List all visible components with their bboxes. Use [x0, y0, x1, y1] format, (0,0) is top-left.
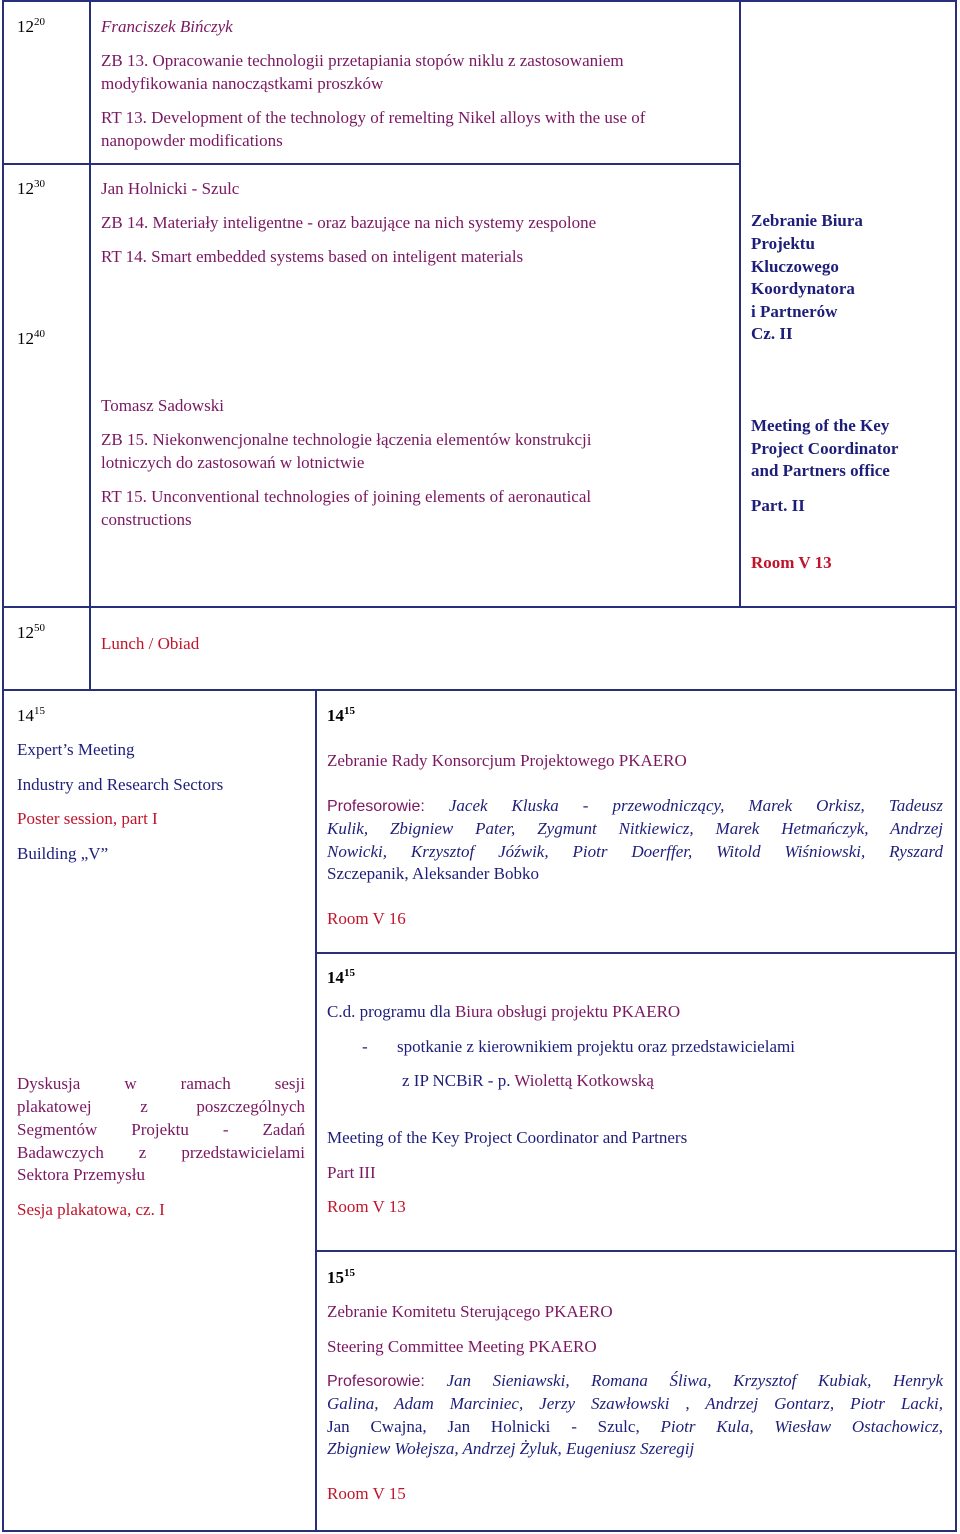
- zb15-title-line2: lotniczych do zastosowań w lotnictwie: [101, 453, 365, 472]
- side-meeting-en-line3: and Partners office: [751, 461, 890, 480]
- speaker-name: Franciszek Bińczyk: [101, 17, 233, 36]
- office-cd: C.d. programu dla: [327, 1002, 451, 1021]
- steering-names-1: Jan Sieniawski, Romana Śliwa, Krzysztof Kubiak, Henryk: [446, 1371, 944, 1390]
- poster-session-pl: Sesja plakatowa, cz. I: [17, 1200, 165, 1219]
- steering-line2: Galina, Adam Marciniec, Jerzy Szawłowski , Andrzej Gontarz, Piotr Lacki,: [327, 1394, 943, 1413]
- side-meeting-pl-line5: i Partnerów: [751, 302, 838, 321]
- side-meeting-pl-line1: Zebranie Biura: [751, 211, 863, 230]
- zb13-title: ZB 13. Opracowanie technologii przetapiania stopów niklu z zastosowaniem modyfikowania nanocząstkami proszków: [101, 51, 624, 93]
- council-line4: [327, 862, 539, 885]
- office-kotkowska: Wiolettą Kotkowską: [514, 1071, 654, 1090]
- council-room: Room V 16: [327, 909, 406, 928]
- border-left: [2, 0, 4, 1532]
- steering-line4: Zbigniew Wołejsza, Andrzej Żyluk, Eugeniusz Szeregij: [327, 1439, 695, 1458]
- poster-session: Poster session, part I: [17, 809, 158, 828]
- rt13-title: RT 13. Development of the technology of remelting Nikel alloys with the use of nanopowder modifications: [101, 108, 646, 150]
- council-names-1: Jacek Kluska - przewodniczący, Marek Orkisz, Tadeusz: [448, 796, 943, 815]
- council-line3: Nowicki, Krzysztof Jóźwik, Piotr Doerffer, Witold Wiśniowski, Ryszard: [327, 842, 943, 861]
- office-ip-ncbir: z IP NCBiR - p.: [402, 1071, 511, 1090]
- steering-line1: [327, 1369, 943, 1393]
- industry-research-sectors: Industry and Research Sectors: [17, 775, 224, 794]
- zb14-title: ZB 14. Materiały inteligentne - oraz bazujące na nich systemy zespolone: [101, 213, 597, 232]
- border-bottom: [2, 1530, 957, 1532]
- border-right: [955, 0, 957, 1532]
- discussion-line1: Dyskusja w ramach sesji: [17, 1074, 305, 1093]
- council-name-szczepanik: Szczepanik,: [327, 864, 409, 883]
- divider-before-lunch: [2, 606, 957, 608]
- office-en: Meeting of the Key Project Coordinator and Partners: [327, 1128, 688, 1147]
- divider-after-lunch: [2, 689, 957, 691]
- side-meeting-pl-line6: Cz. II: [751, 324, 793, 343]
- time-1515: $15^{15}$: [327, 1267, 355, 1287]
- lower-column-divider: [315, 689, 317, 1532]
- office-line3: [402, 1069, 654, 1092]
- experts-meeting: Expert’s Meeting: [17, 740, 135, 759]
- divider-office-steering: [315, 1250, 957, 1252]
- side-meeting-part: Part. II: [751, 496, 805, 515]
- side-meeting-en-line2: Project Coordinator: [751, 439, 899, 458]
- side-meeting-pl-line4: Koordynatora: [751, 279, 855, 298]
- time-1415-office: $14^{15}$: [327, 967, 355, 987]
- steering-title-en: Steering Committee Meeting PKAERO: [327, 1337, 597, 1356]
- discussion-line4: Badawczych z przedstawicielami: [17, 1143, 305, 1162]
- council-name-bobko: Aleksander Bobko: [411, 864, 539, 883]
- rt14-title: RT 14. Smart embedded systems based on inteligent materials: [101, 247, 524, 266]
- border-top: [2, 0, 957, 2]
- side-meeting-room: Room V 13: [751, 553, 832, 572]
- time-1250: $12^{50}$: [17, 622, 45, 642]
- building-label: Building „V”: [17, 844, 109, 863]
- side-meeting-en-line1: Meeting of the Key: [751, 416, 890, 435]
- side-column-divider: [739, 0, 741, 608]
- time-1240: $12^{40}$: [17, 328, 45, 348]
- office-dash: -: [362, 1037, 368, 1056]
- side-meeting-pl-line2: Projektu: [751, 234, 815, 253]
- office-part: Part III: [327, 1163, 376, 1182]
- time-1230: $12^{30}$: [17, 178, 45, 198]
- office-room: Room V 13: [327, 1197, 406, 1216]
- council-line2: Kulik, Zbigniew Pater, Zygmunt Nitkiewicz, Marek Hetmańczyk, Andrzej: [327, 819, 943, 838]
- steering-room: Room V 15: [327, 1484, 406, 1503]
- profs-label: Profesorowie:: [327, 1373, 425, 1390]
- steering-names-3a: Jan Cwajna, Jan Holnicki - Szulc,: [327, 1417, 640, 1436]
- divider-council-office: [315, 952, 957, 954]
- lunch-label: Lunch / Obiad: [101, 634, 200, 653]
- office-line2: spotkanie z kierownikiem projektu oraz przedstawicielami: [397, 1037, 795, 1056]
- zb15-title-line1: ZB 15. Niekonwencjonalne technologie łączenia elementów konstrukcji: [101, 430, 592, 449]
- time-column-divider: [89, 0, 91, 690]
- office-line1: [327, 1000, 680, 1023]
- steering-line3: [327, 1415, 943, 1438]
- discussion-line2: plakatowej z poszczególnych: [17, 1097, 305, 1116]
- speaker-name: Jan Holnicki - Szulc: [101, 179, 240, 198]
- divider-1220-1230: [2, 163, 740, 165]
- council-line1: [327, 794, 943, 818]
- time-1415-council: $14^{15}$: [327, 705, 355, 725]
- time-1220: $12^{20}$: [17, 16, 45, 36]
- side-meeting-pl-line3: Kluczowego: [751, 257, 839, 276]
- time-1415: $14^{15}$: [17, 705, 45, 725]
- profs-label: Profesorowie:: [327, 798, 425, 815]
- steering-names-3b: Piotr Kula, Wiesław Ostachowicz,: [660, 1417, 943, 1436]
- office-biura: Biura obsługi projektu PKAERO: [454, 1002, 681, 1021]
- discussion-line3: Segmentów Projektu - Zadań: [17, 1120, 305, 1139]
- council-title: Zebranie Rady Konsorcjum Projektowego PKAERO: [327, 751, 687, 770]
- discussion-line5: Sektora Przemysłu: [17, 1165, 145, 1184]
- speaker-name: Tomasz Sadowski: [101, 396, 224, 415]
- rt15-title-line1: RT 15. Unconventional technologies of joining elements of aeronautical: [101, 487, 592, 506]
- rt15-title-line2: constructions: [101, 510, 192, 529]
- steering-title-pl: Zebranie Komitetu Sterującego PKAERO: [327, 1302, 613, 1321]
